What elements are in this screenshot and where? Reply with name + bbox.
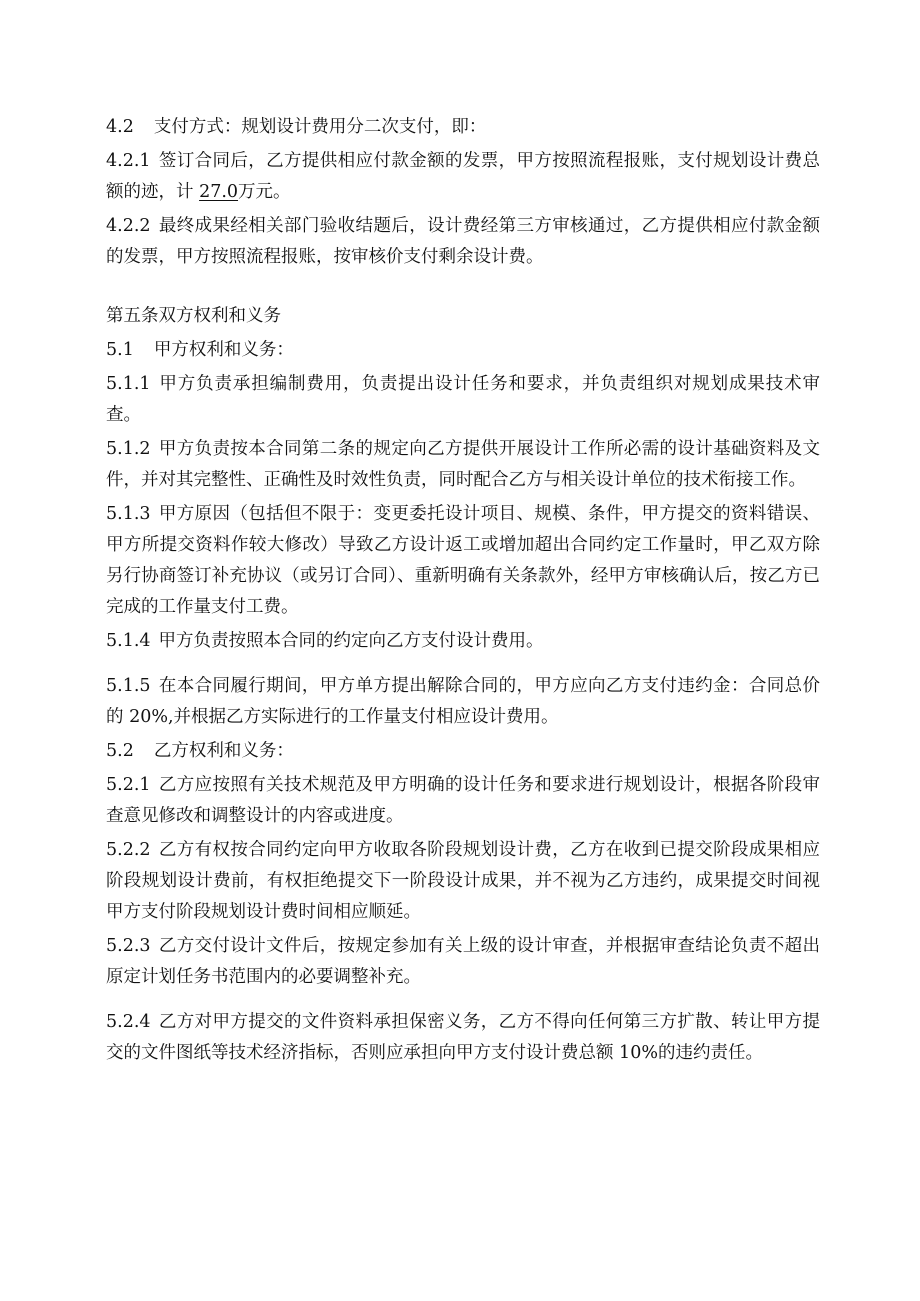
clause-text: 乙方有权按合同约定向甲方收取各阶段规划设计费，乙方在收到已提交阶段成果相应阶段规划设计费前，有权拒绝提交下一阶段设计成果，并不视为乙方违约，成果提交时间视甲方支付阶段规划设计费时间相应顺延。 (106, 840, 820, 922)
clause-5-1-1 (106, 369, 820, 431)
clause-text: 乙方应按照有关技术规范及甲方明确的设计任务和要求进行规划设计，根据各阶段审查意见修改和调整设计的内容或进度。 (106, 775, 820, 826)
clause-number: 5.1.4 (106, 631, 151, 651)
clause-text: 最终成果经相关部门验收结题后，设计费经第三方审核通过，乙方提供相应付款金额的发票，甲方按照流程报账，按审核价支付剩余设计费。 (106, 216, 820, 267)
clause-5-2-3 (106, 931, 820, 993)
clause-number: 5.2.1 (106, 775, 151, 795)
clause-number: 4.2.1 (106, 151, 151, 171)
contract-page (106, 112, 820, 1072)
clause-number: 5.1.1 (106, 374, 151, 394)
clause-text: 甲方权利和义务： (153, 340, 294, 360)
clause-4-2-1 (106, 146, 820, 208)
clause-number: 5.2.2 (106, 840, 151, 860)
clause-5-2 (106, 736, 820, 767)
article-5-title: 第五条双方权利和义务 (106, 306, 281, 326)
clause-number: 5.1 (106, 340, 134, 360)
clause-text: 乙方交付设计文件后，按规定参加有关上级的设计审查，并根据审查结论负责不超出原定计划任务书范围内的必要调整补充。 (106, 936, 820, 987)
clause-5-1 (106, 335, 820, 366)
clause-number: 5.2.3 (106, 936, 151, 956)
clause-text: 支付方式：规划设计费用分二次支付，即： (153, 117, 487, 137)
clause-5-1-2 (106, 434, 820, 496)
clause-number: 5.2 (106, 741, 134, 761)
payment-amount: 27.0 (199, 182, 239, 202)
clause-number: 5.1.5 (106, 676, 151, 696)
clause-text: 甲方负责承担编制费用，负责提出设计任务和要求，并负责组织对规划成果技术审查。 (106, 374, 820, 425)
clause-number: 4.2.2 (106, 216, 151, 236)
clause-text: 在本合同履行期间，甲方单方提出解除合同的，甲方应向乙方支付违约金：合同总价的 20%,并根据乙方实际进行的工作量支付相应设计费用。 (106, 676, 820, 727)
clause-text: 乙方对甲方提交的文件资料承担保密义务，乙方不得向任何第三方扩散、转让甲方提交的文件图纸等技术经济指标，否则应承担向甲方支付设计费总额 10%的违约责任。 (106, 1012, 820, 1063)
clause-text: 甲方原因（包括但不限于：变更委托设计项目、规模、条件，甲方提交的资料错误、甲方所提交资料作较大修改）导致乙方设计返工或增加超出合同约定工作量时，甲乙双方除另行协商签订补充协议（或另订合同）、重新明确有关条款外，经甲方审核确认后，按乙方已完成的工作量支付工费。 (106, 504, 820, 617)
clause-text: 乙方权利和义务： (153, 741, 294, 761)
clause-text-tail: 万元。 (238, 182, 291, 202)
clause-number: 5.2.4 (106, 1012, 151, 1032)
clause-5-2-4 (106, 1007, 820, 1069)
clause-5-1-3 (106, 499, 820, 623)
clause-number: 5.1.2 (106, 439, 151, 459)
clause-5-1-4 (106, 626, 820, 657)
clause-5-2-2 (106, 835, 820, 928)
clause-4-2 (106, 112, 820, 143)
clause-text: 甲方负责按本合同第二条的规定向乙方提供开展设计工作所必需的设计基础资料及文件，并对其完整性、正确性及时效性负责，同时配合乙方与相关设计单位的技术衔接工作。 (106, 439, 820, 490)
clause-number: 5.1.3 (106, 504, 151, 524)
clause-text: 签订合同后，乙方提供相应付款金额的发票，甲方按照流程报账，支付规划设计费总额的迹，计 (106, 151, 820, 202)
clause-5-2-1 (106, 770, 820, 832)
clause-number: 4.2 (106, 117, 134, 137)
clause-text: 甲方负责按照本合同的约定向乙方支付设计费用。 (158, 631, 544, 651)
clause-4-2-2 (106, 211, 820, 273)
clause-5-1-5 (106, 671, 820, 733)
